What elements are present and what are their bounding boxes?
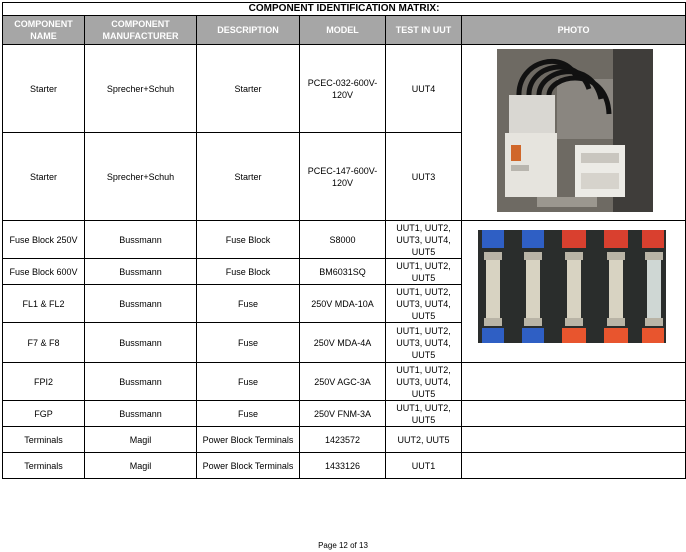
cell-manufacturer: Bussmann	[85, 363, 197, 401]
cell-name: Starter	[3, 133, 85, 221]
cell-manufacturer: Bussmann	[85, 259, 197, 285]
cell-uut: UUT4	[386, 45, 462, 133]
cell-name: Terminals	[3, 453, 85, 479]
cell-manufacturer: Magil	[85, 453, 197, 479]
cell-description: Fuse Block	[197, 221, 300, 259]
component-table	[2, 2, 686, 479]
cell-name: F7 & F8	[3, 323, 85, 363]
cell-model: 250V FNM-3A	[300, 401, 386, 427]
cell-model: 1433126	[300, 453, 386, 479]
header-manufacturer: COMPONENT MANUFACTURER	[85, 16, 197, 45]
cell-name: Starter	[3, 45, 85, 133]
header-model: MODEL	[300, 16, 386, 45]
cell-description: Starter	[197, 45, 300, 133]
cell-manufacturer: Bussmann	[85, 401, 197, 427]
header-photo: PHOTO	[462, 16, 686, 45]
cell-model: 1423572	[300, 427, 386, 453]
cell-description: Starter	[197, 133, 300, 221]
table-row	[3, 453, 686, 479]
cell-uut: UUT1, UUT2, UUT3, UUT4, UUT5	[386, 285, 462, 323]
cell-uut: UUT1, UUT2, UUT3, UUT4, UUT5	[386, 363, 462, 401]
fuse-photo	[478, 230, 666, 343]
cell-description: Power Block Terminals	[197, 427, 300, 453]
empty-photo-cell	[462, 401, 686, 427]
table-row	[3, 363, 686, 401]
cell-manufacturer: Bussmann	[85, 221, 197, 259]
cell-description: Fuse	[197, 323, 300, 363]
table-row	[3, 45, 686, 133]
cell-manufacturer: Magil	[85, 427, 197, 453]
cell-model: 250V MDA-10A	[300, 285, 386, 323]
cell-name: Fuse Block 600V	[3, 259, 85, 285]
cell-name: Terminals	[3, 427, 85, 453]
cell-description: Fuse	[197, 401, 300, 427]
cell-uut: UUT1, UUT2, UUT3, UUT4, UUT5	[386, 323, 462, 363]
cell-manufacturer: Sprecher+Schuh	[85, 133, 197, 221]
table-row	[3, 221, 686, 259]
cell-description: Fuse Block	[197, 259, 300, 285]
table-title: COMPONENT IDENTIFICATION MATRIX:	[3, 3, 686, 16]
cell-uut: UUT3	[386, 133, 462, 221]
header-description: DESCRIPTION	[197, 16, 300, 45]
page-footer: Page 12 of 13	[318, 541, 368, 550]
empty-photo-cell	[462, 453, 686, 479]
table-row	[3, 401, 686, 427]
cell-name: FL1 & FL2	[3, 285, 85, 323]
cell-uut: UUT1, UUT2, UUT5	[386, 259, 462, 285]
cell-manufacturer: Bussmann	[85, 285, 197, 323]
cell-name: Fuse Block 250V	[3, 221, 85, 259]
cell-uut: UUT1, UUT2, UUT3, UUT4, UUT5	[386, 221, 462, 259]
cell-uut: UUT2, UUT5	[386, 427, 462, 453]
starter-photo	[497, 49, 653, 212]
cell-manufacturer: Bussmann	[85, 323, 197, 363]
cell-model: PCEC-147-600V-120V	[300, 133, 386, 221]
cell-model: BM6031SQ	[300, 259, 386, 285]
cell-description: Power Block Terminals	[197, 453, 300, 479]
cell-uut: UUT1	[386, 453, 462, 479]
cell-manufacturer: Sprecher+Schuh	[85, 45, 197, 133]
cell-uut: UUT1, UUT2, UUT5	[386, 401, 462, 427]
cell-model: PCEC-032-600V-120V	[300, 45, 386, 133]
cell-description: Fuse	[197, 285, 300, 323]
component-matrix	[2, 2, 685, 479]
empty-photo-cell	[462, 363, 686, 401]
header-component-name: COMPONENT NAME	[3, 16, 85, 45]
cell-model: S8000	[300, 221, 386, 259]
fuse-photo-cell	[462, 221, 686, 363]
cell-name: FGP	[3, 401, 85, 427]
table-row	[3, 427, 686, 453]
cell-model: 250V AGC-3A	[300, 363, 386, 401]
cell-description: Fuse	[197, 363, 300, 401]
cell-name: FPI2	[3, 363, 85, 401]
starter-photo-cell	[462, 45, 686, 221]
header-test-in-uut: TEST IN UUT	[386, 16, 462, 45]
empty-photo-cell	[462, 427, 686, 453]
cell-model: 250V MDA-4A	[300, 323, 386, 363]
